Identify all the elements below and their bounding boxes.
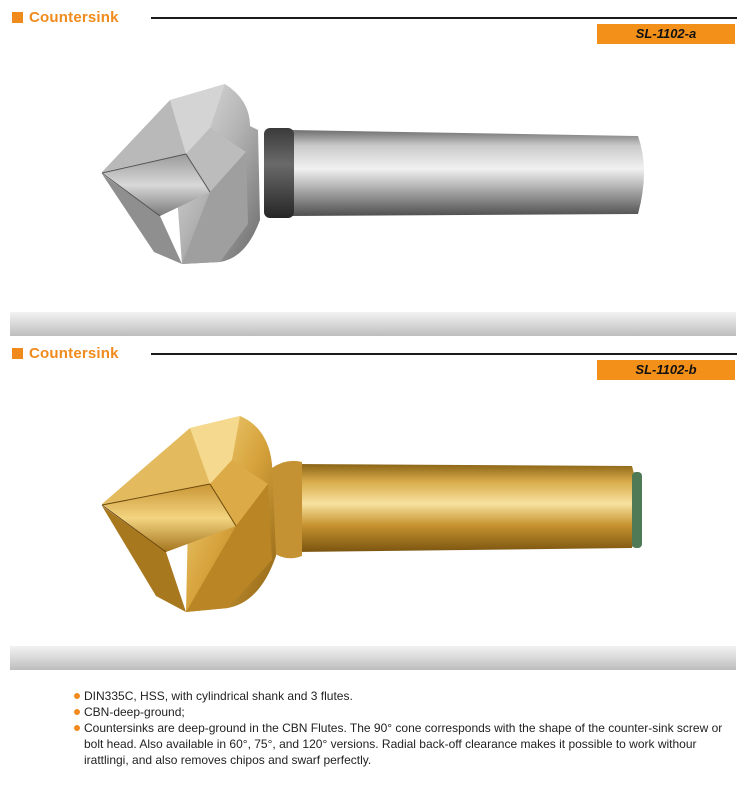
orange-square-icon [12, 12, 23, 23]
bullet-icon [74, 693, 80, 699]
product-image [10, 380, 736, 646]
image-floor-shadow [10, 646, 736, 670]
product-section-b [0, 336, 751, 670]
section-header [0, 336, 751, 380]
orange-square-icon [12, 348, 23, 359]
description-text: DIN335C, HSS, with cylindrical shank and 3 flutes. [84, 689, 353, 703]
section-header [0, 0, 751, 44]
list-item [74, 704, 734, 720]
bullet-icon [74, 709, 80, 715]
section-title: Countersink [29, 345, 119, 362]
list-item [74, 720, 734, 768]
header-divider [151, 17, 737, 19]
product-code-tab: SL-1102-b [597, 360, 735, 380]
product-code-tab: SL-1102-a [597, 24, 735, 44]
gold-countersink-image [10, 380, 736, 646]
image-floor-shadow [10, 312, 736, 336]
description-text: CBN-deep-ground; [84, 705, 185, 719]
bullet-icon [74, 725, 80, 731]
list-item [74, 688, 734, 704]
product-image [10, 44, 736, 312]
description-text: Countersinks are deep-ground in the CBN Flutes. The 90° cone corresponds with the shape of the counter-sink screw or bolt head. Also available in 60°, 75°, and 120° versions. Radial back-off clearance makes it possible to work withour irattlingi, and also removes chipos and swarf perfectly. [84, 721, 723, 767]
product-section-a [0, 0, 751, 336]
silver-countersink-image [10, 44, 736, 312]
section-title: Countersink [29, 9, 119, 26]
header-divider [151, 353, 737, 355]
product-description-list [74, 688, 734, 768]
